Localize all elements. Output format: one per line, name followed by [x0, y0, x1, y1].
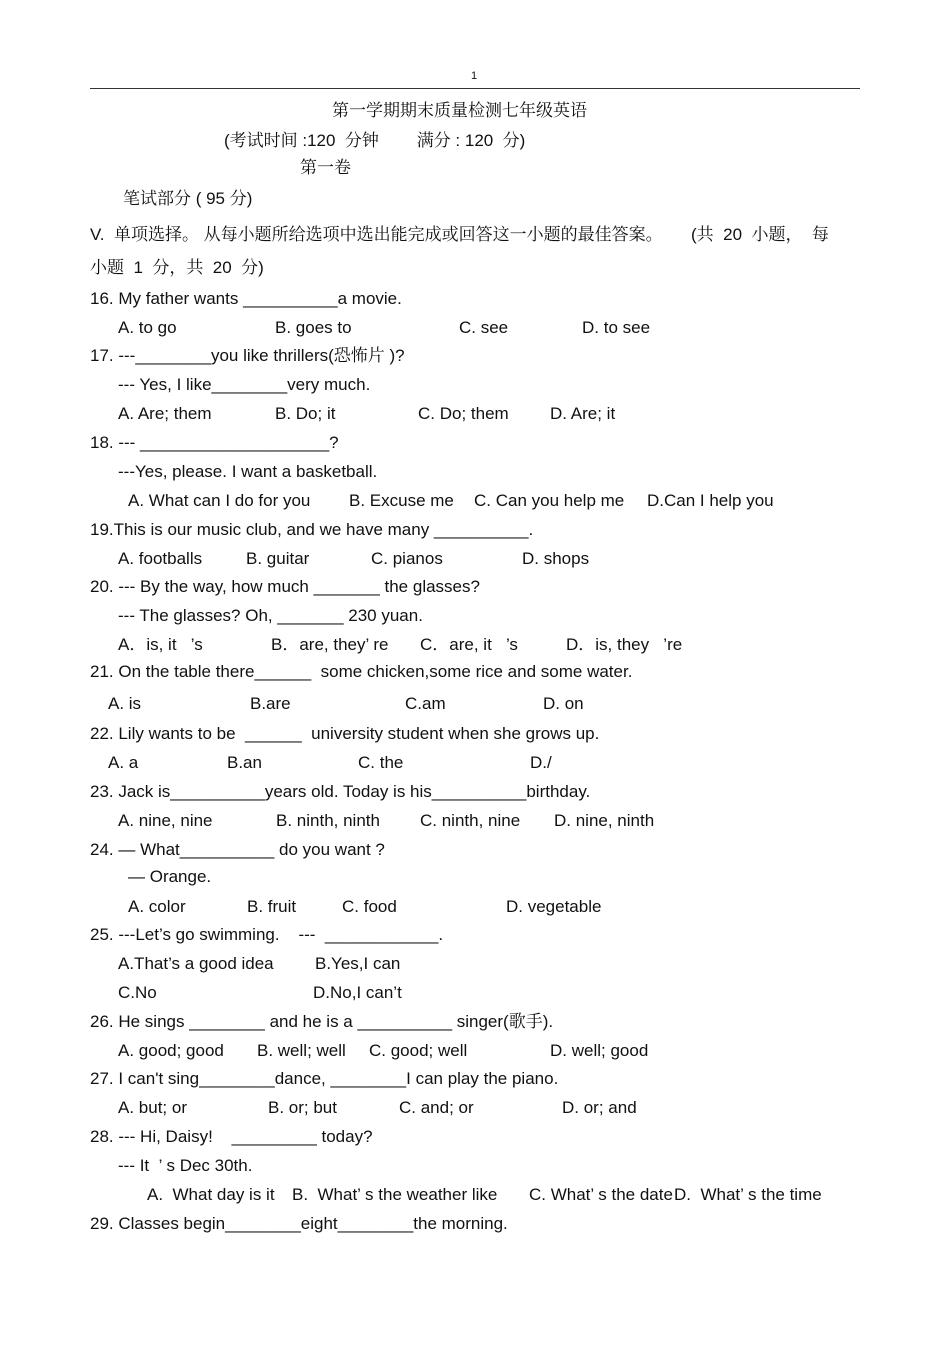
exam-title: 第一学期期末质量检测七年级英语 [332, 101, 587, 120]
question-19-option-c: C. pianos [371, 549, 443, 568]
question-23-option-a: A. nine, nine [118, 811, 213, 830]
question-24-option-b: B. fruit [247, 897, 297, 916]
question-21-option-d: D. on [543, 694, 584, 713]
question-19-option-b: B. guitar [246, 549, 310, 568]
question-16-option-d: D. to see [582, 318, 651, 337]
question-20-option-b: B．are, they’ re [271, 635, 389, 654]
question-27-option-c: C. and; or [399, 1098, 474, 1117]
header-rule [90, 88, 860, 89]
question-18-reply: ---Yes, please. I want a basketball. [118, 462, 378, 481]
question-27-option-b: B. or; but [268, 1098, 337, 1117]
section-v-instruction-line1: V. 单项选择。 从每小题所给选项中选出能完成或回答这一小题的最佳答案。 (共 20 小题， 每 [90, 225, 829, 244]
question-25-option-d: D.No,I can’t [313, 983, 402, 1002]
page-number: 1 [471, 70, 478, 82]
question-18-option-a: A. What can I do for you [128, 491, 311, 510]
question-28-stem: 28. --- Hi, Daisy! _________ today? [90, 1127, 373, 1146]
question-16-option-a: A. to go [118, 318, 177, 337]
question-28-option-d: D. What’ s the time [674, 1185, 822, 1204]
question-28-option-a: A. What day is it [147, 1185, 275, 1204]
question-26-option-d: D. well; good [550, 1041, 649, 1060]
question-26-stem: 26. He sings ________ and he is a __________ singer(歌手). [90, 1012, 554, 1031]
section-v-instruction-line2: 小题 1 分，共 20 分) [90, 258, 264, 277]
question-28-reply: --- It ’ s Dec 30th. [118, 1156, 253, 1175]
question-17-option-b: B. Do; it [275, 404, 336, 423]
question-24-stem: 24. — What__________ do you want ? [90, 840, 385, 859]
question-20-option-a: A．is, it ’s [118, 635, 203, 654]
question-18-option-c: C. Can you help me [474, 491, 625, 510]
section-written-label: 笔试部分 ( 95 分) [123, 189, 253, 208]
question-25-option-c: C.No [118, 983, 157, 1002]
question-23-option-c: C. ninth, nine [420, 811, 521, 830]
question-22-option-b: B.an [227, 753, 262, 772]
question-26-option-c: C. good; well [369, 1041, 468, 1060]
question-16-stem: 16. My father wants __________a movie. [90, 289, 402, 308]
question-25-option-b: B.Yes,I can [315, 954, 401, 973]
question-24-reply: — Orange. [128, 867, 212, 886]
question-17-option-a: A. Are; them [118, 404, 212, 423]
question-18-option-b: B. Excuse me [349, 491, 454, 510]
question-23-option-b: B. ninth, ninth [276, 811, 380, 830]
question-27-option-a: A. but; or [118, 1098, 187, 1117]
question-18-stem: 18. --- ____________________? [90, 433, 339, 452]
question-24-option-a: A. color [128, 897, 186, 916]
question-20-reply: --- The glasses? Oh, _______ 230 yuan. [118, 606, 423, 625]
question-22-option-d: D./ [530, 753, 552, 772]
exam-time-info: (考试时间 :120 分钟 满分 : 120 分) [224, 131, 526, 150]
question-28-option-b: B. What’ s the weather like [292, 1185, 498, 1204]
question-21-option-b: B.are [250, 694, 291, 713]
question-23-stem: 23. Jack is__________years old. Today is his__________birthday. [90, 782, 591, 801]
question-24-option-c: C. food [342, 897, 397, 916]
question-20-option-c: C．are, it ’s [420, 635, 518, 654]
question-21-stem: 21. On the table there______ some chicken,some rice and some water. [90, 662, 633, 681]
question-22-option-a: A. a [108, 753, 139, 772]
question-19-stem: 19.This is our music club, and we have many __________. [90, 520, 534, 539]
question-16-option-b: B. goes to [275, 318, 352, 337]
question-26-option-a: A. good; good [118, 1041, 224, 1060]
question-29-stem: 29. Classes begin________eight________the morning. [90, 1214, 508, 1233]
question-21-option-a: A. is [108, 694, 142, 713]
question-27-option-d: D. or; and [562, 1098, 637, 1117]
question-17-reply: --- Yes, I like________very much. [118, 375, 371, 394]
question-19-option-d: D. shops [522, 549, 590, 568]
question-17-option-d: D. Are; it [550, 404, 616, 423]
question-20-option-d: D．is, they ’re [566, 635, 683, 654]
question-21-option-c: C.am [405, 694, 446, 713]
question-17-option-c: C. Do; them [418, 404, 509, 423]
question-23-option-d: D. nine, ninth [554, 811, 655, 830]
question-20-stem: 20. --- By the way, how much _______ the glasses? [90, 577, 480, 596]
question-25-option-a: A.That’s a good idea [118, 954, 274, 973]
question-22-stem: 22. Lily wants to be ______ university student when she grows up. [90, 724, 600, 743]
question-17-stem: 17. ---________you like thrillers(恐怖片 )? [90, 346, 405, 365]
question-26-option-b: B. well; well [257, 1041, 346, 1060]
question-25-stem: 25. ---Let’s go swimming. --- ____________. [90, 925, 444, 944]
question-19-option-a: A. footballs [118, 549, 203, 568]
question-18-option-d: D.Can I help you [647, 491, 774, 510]
question-22-option-c: C. the [358, 753, 404, 772]
question-16-option-c: C. see [459, 318, 509, 337]
volume-label: 第一卷 [300, 158, 351, 177]
question-24-option-d: D. vegetable [506, 897, 602, 916]
question-28-option-c: C. What’ s the date [529, 1185, 673, 1204]
question-27-stem: 27. I can't sing________dance, ________I can play the piano. [90, 1069, 559, 1088]
